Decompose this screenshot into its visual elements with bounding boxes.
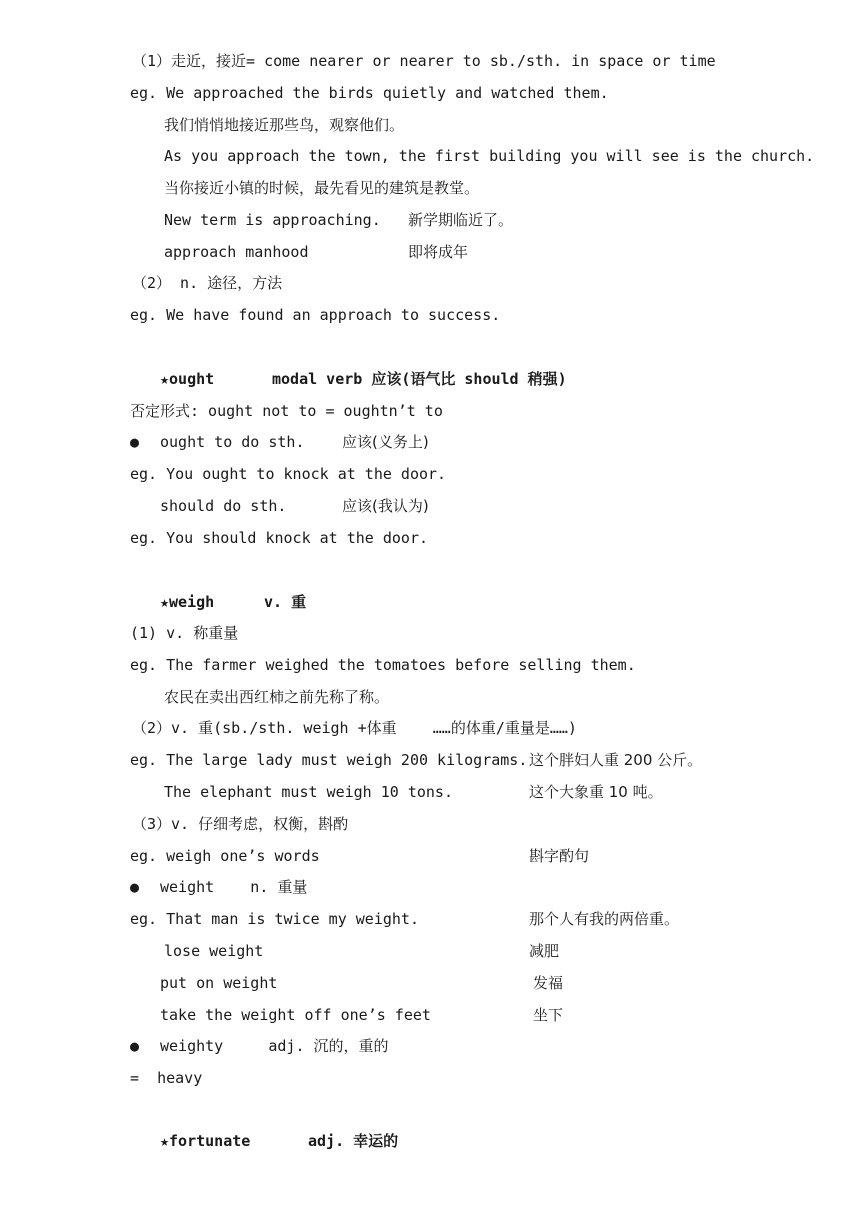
weigh-sense-1: (1) v. 称重量 [130,624,239,642]
approach-translation-1: 我们悄悄地接近那些鸟，观察他们。 [164,116,405,134]
approach-sense-1: （1）走近，接近= come nearer or nearer to sb./sth. in space or time [132,52,716,70]
weight-phrase-2: put on weight [160,974,278,992]
weigh-translation-3: 这个大象重 10 吨。 [529,783,663,801]
ought-usage-1: ought to do sth. [160,433,305,451]
approach-sense-2: （2） n. 途径，方法 [132,274,283,292]
approach-translation-2: 当你接近小镇的时候，最先看见的建筑是教堂。 [164,179,480,197]
approach-translation-3: 新学期临近了。 [408,211,514,229]
weighty-synonym: = heavy [130,1069,203,1087]
ought-example-1: eg. You ought to knock at the door. [130,465,447,483]
ought-usage-1-meaning: 应该(义务上) [342,433,429,451]
approach-example-1: eg. We approached the birds quietly and watched them. [130,84,609,102]
weigh-translation-1: 农民在卖出西红柿之前先称了称。 [164,688,390,706]
approach-example-4: eg. We have found an approach to success. [130,306,501,324]
weight-phrase-2-translation: 发福 [533,974,564,992]
approach-example-3: New term is approaching. [164,211,381,229]
should-usage: should do sth. [160,497,287,515]
ought-heading: ★ought [160,370,215,388]
weight-entry: weight n. 重量 [160,878,308,896]
fortunate-part-of-speech: adj. 幸运的 [308,1132,399,1150]
weighty-entry: weighty adj. 沉的，重的 [160,1037,389,1055]
weigh-example-2: eg. The large lady must weigh 200 kilograms. [130,751,528,769]
fortunate-heading: ★fortunate [160,1132,251,1150]
weigh-heading: ★weigh [160,593,215,611]
bullet-icon: ● [130,1037,140,1055]
weigh-sense-2: （2）v. 重(sb./sth. weigh +体重 ……的体重/重量是……) [132,719,577,737]
approach-example-2: As you approach the town, the first building you will see is the church. [164,147,815,165]
approach-phrase-translation: 即将成年 [408,243,469,261]
should-example: eg. You should knock at the door. [130,529,429,547]
weigh-phrase-1-translation: 斟字酌句 [529,847,590,865]
weigh-example-1: eg. The farmer weighed the tomatoes before selling them. [130,656,636,674]
bullet-icon: ● [130,878,140,896]
bullet-icon: ● [130,433,140,451]
weight-example: eg. That man is twice my weight. [130,910,419,928]
weight-phrase-3-translation: 坐下 [533,1006,564,1024]
ought-part-of-speech: modal verb 应该(语气比 should 稍强) [272,370,567,388]
weight-phrase-3: take the weight off one’s feet [160,1006,431,1024]
weigh-translation-2: 这个胖妇人重 200 公斤。 [529,751,703,769]
weight-example-translation: 那个人有我的两倍重。 [529,910,680,928]
weight-phrase-1-translation: 减肥 [529,942,560,960]
approach-phrase: approach manhood [164,243,309,261]
weigh-sense-3: （3）v. 仔细考虑，权衡，斟酌 [132,815,349,833]
should-usage-meaning: 应该(我认为) [342,497,429,515]
weigh-phrase-1: eg. weigh one’s words [130,847,320,865]
weight-phrase-1: lose weight [164,942,264,960]
ought-negative-form: 否定形式: ought not to = oughtn’t to [130,402,443,420]
weigh-example-3: The elephant must weigh 10 tons. [164,783,453,801]
weigh-part-of-speech: v. 重 [264,593,307,611]
